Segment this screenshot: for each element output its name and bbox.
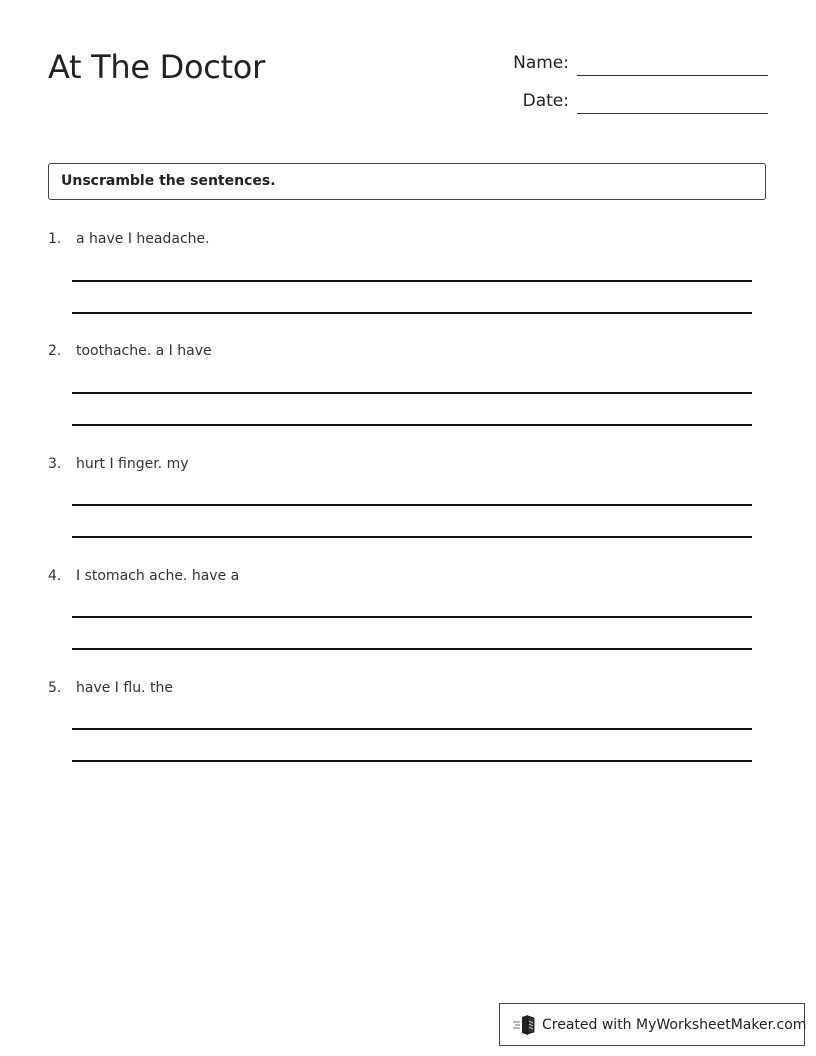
page-title: At The Doctor — [48, 48, 265, 86]
question-number: 1. — [48, 231, 62, 247]
scrambled-sentence: toothache. a I have — [76, 343, 212, 359]
name-field — [489, 53, 768, 73]
scrambled-sentence: hurt I finger. my — [76, 456, 189, 472]
date-field — [489, 91, 768, 111]
worksheet-logo-icon — [512, 1014, 538, 1036]
name-label: Name: — [513, 53, 569, 73]
instructions-text: Unscramble the sentences. — [61, 173, 276, 189]
answer-line[interactable] — [72, 648, 752, 650]
question-number: 4. — [48, 568, 62, 584]
footer-text: Created with MyWorksheetMaker.com — [542, 1016, 807, 1033]
answer-line[interactable] — [72, 280, 752, 282]
question-number: 2. — [48, 343, 62, 359]
answer-line[interactable] — [72, 536, 752, 538]
answer-line[interactable] — [72, 504, 752, 506]
footer-credit[interactable] — [499, 1003, 805, 1046]
answer-line[interactable] — [72, 312, 752, 314]
date-input-line[interactable] — [577, 93, 768, 114]
date-label: Date: — [522, 91, 569, 111]
scrambled-sentence: a have I headache. — [76, 231, 210, 247]
question-number: 3. — [48, 456, 62, 472]
question-number: 5. — [48, 680, 62, 696]
answer-line[interactable] — [72, 616, 752, 618]
answer-line[interactable] — [72, 424, 752, 426]
answer-line[interactable] — [72, 728, 752, 730]
name-input-line[interactable] — [577, 55, 768, 76]
scrambled-sentence: I stomach ache. have a — [76, 568, 240, 584]
answer-line[interactable] — [72, 760, 752, 762]
scrambled-sentence: have I flu. the — [76, 680, 173, 696]
answer-line[interactable] — [72, 392, 752, 394]
instructions-box — [48, 163, 766, 200]
